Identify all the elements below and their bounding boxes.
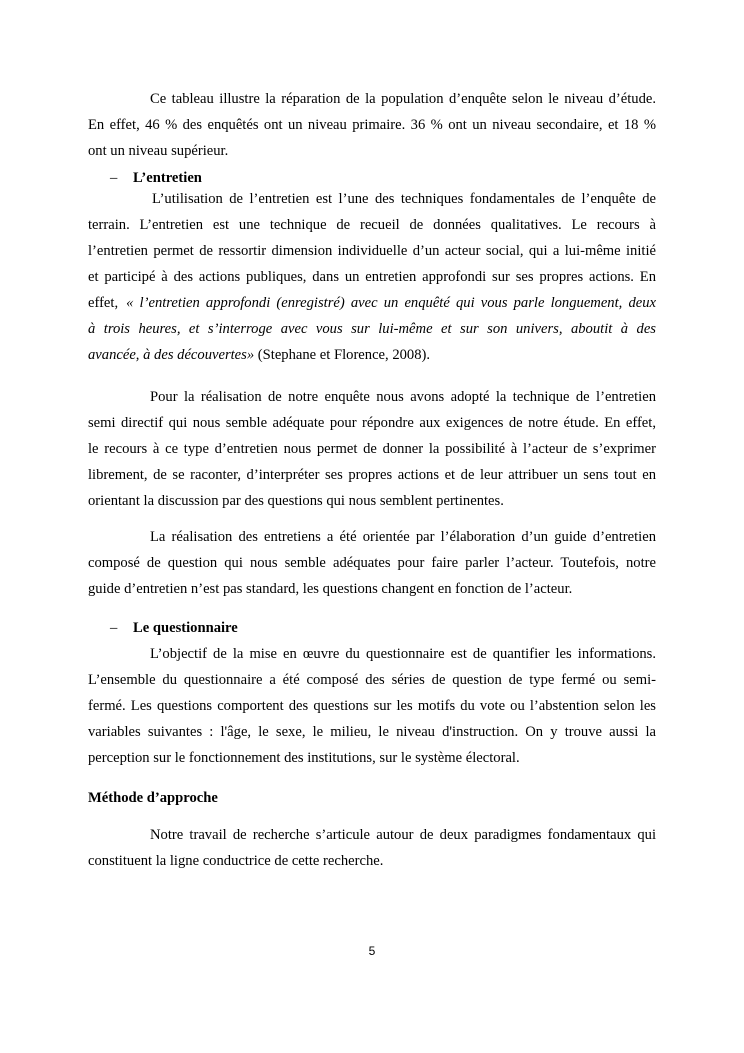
paragraph-semi-directif bbox=[88, 384, 656, 514]
text-line: l’entretien permet de ressortir dimension individuelle d’un acteur social, qui a lui-même initié bbox=[88, 243, 656, 259]
text-line: variables suivantes : l'âge, le sexe, le milieu, le niveau d'instruction. On y trouve aussi la bbox=[88, 724, 656, 740]
section-heading-methode: Méthode d’approche bbox=[88, 790, 218, 806]
text-line bbox=[88, 342, 656, 368]
text-line: En effet, 46 % des enquêtés ont un niveau primaire. 36 % ont un niveau secondaire, et 18 % bbox=[88, 117, 656, 133]
text-line bbox=[88, 290, 656, 316]
paragraph-methode bbox=[88, 822, 656, 874]
text-line: composé de question qui nous semble adéquates pour faire parler l’acteur. Toutefois, notre bbox=[88, 555, 656, 571]
text-line: orientant la discussion par des questions qui nous semblent pertinentes. bbox=[88, 493, 504, 509]
paragraph-questionnaire bbox=[88, 641, 656, 771]
text-line: L’ensemble du questionnaire a été composé des séries de question de type fermé ou semi- bbox=[88, 672, 656, 688]
paragraph-entretien bbox=[88, 186, 656, 368]
text-line: La réalisation des entretiens a été orientée par l’élaboration d’un guide d’entretien bbox=[150, 529, 656, 545]
text-line: le recours à ce type d’entretien nous permet de donner la possibilité à l’acteur de s’exprimer bbox=[88, 441, 656, 457]
text-line: perception sur le fonctionnement des institutions, sur le système électoral. bbox=[88, 750, 520, 766]
text-line: et participé à des actions publiques, dans un entretien approfondi sur ses propres actions. En bbox=[88, 269, 656, 285]
text-line: Notre travail de recherche s’articule autour de deux paradigmes fondamentaux qui bbox=[150, 827, 656, 843]
text-line: L’utilisation de l’entretien est l’une des techniques fondamentales de l’enquête de bbox=[152, 191, 656, 207]
text-line: constituent la ligne conductrice de cette recherche. bbox=[88, 853, 384, 869]
page-number: 5 bbox=[368, 944, 376, 958]
quote-text: avancée, à des découvertes» bbox=[88, 347, 255, 363]
text-line: L’objectif de la mise en œuvre du questionnaire est de quantifier les informations. bbox=[150, 646, 656, 662]
text-line: fermé. Les questions comportent des questions sur les motifs du vote ou l’abstention selon les bbox=[88, 698, 656, 714]
paragraph-guide bbox=[88, 524, 656, 602]
quote-text: à trois heures, et s’interroge avec vous sur lui-même et sur son univers, aboutit à des bbox=[88, 321, 656, 337]
text-line: terrain. L’entretien est une technique de recueil de données qualitatives. Le recours à bbox=[88, 217, 656, 233]
text-line: ont un niveau supérieur. bbox=[88, 143, 229, 159]
text-line: guide d’entretien n’est pas standard, les questions changent en fonction de l’acteur. bbox=[88, 581, 573, 597]
text-line: Pour la réalisation de notre enquête nous avons adopté la technique de l’entretien bbox=[150, 389, 656, 405]
paragraph-population bbox=[88, 86, 656, 164]
bullet-dash: – bbox=[110, 170, 118, 186]
section-heading-entretien: L’entretien bbox=[133, 170, 202, 186]
section-heading-questionnaire: Le questionnaire bbox=[133, 620, 238, 636]
text-fragment: effet, bbox=[88, 295, 119, 311]
text-line: librement, de se raconter, d’interpréter ses propres actions et de leur attribuer un sens tout en bbox=[88, 467, 656, 483]
text-line: semi directif qui nous semble adéquate pour répondre aux exigences de notre étude. En effet, bbox=[88, 415, 656, 431]
citation: (Stephane et Florence, 2008). bbox=[254, 347, 431, 363]
bullet-dash: – bbox=[110, 620, 118, 636]
quote-text: « l’entretien approfondi (enregistré) avec un enquêté qui vous parle longuement, deux bbox=[126, 295, 656, 311]
text-line: Ce tableau illustre la réparation de la population d’enquête selon le niveau d’étude. bbox=[150, 91, 656, 107]
